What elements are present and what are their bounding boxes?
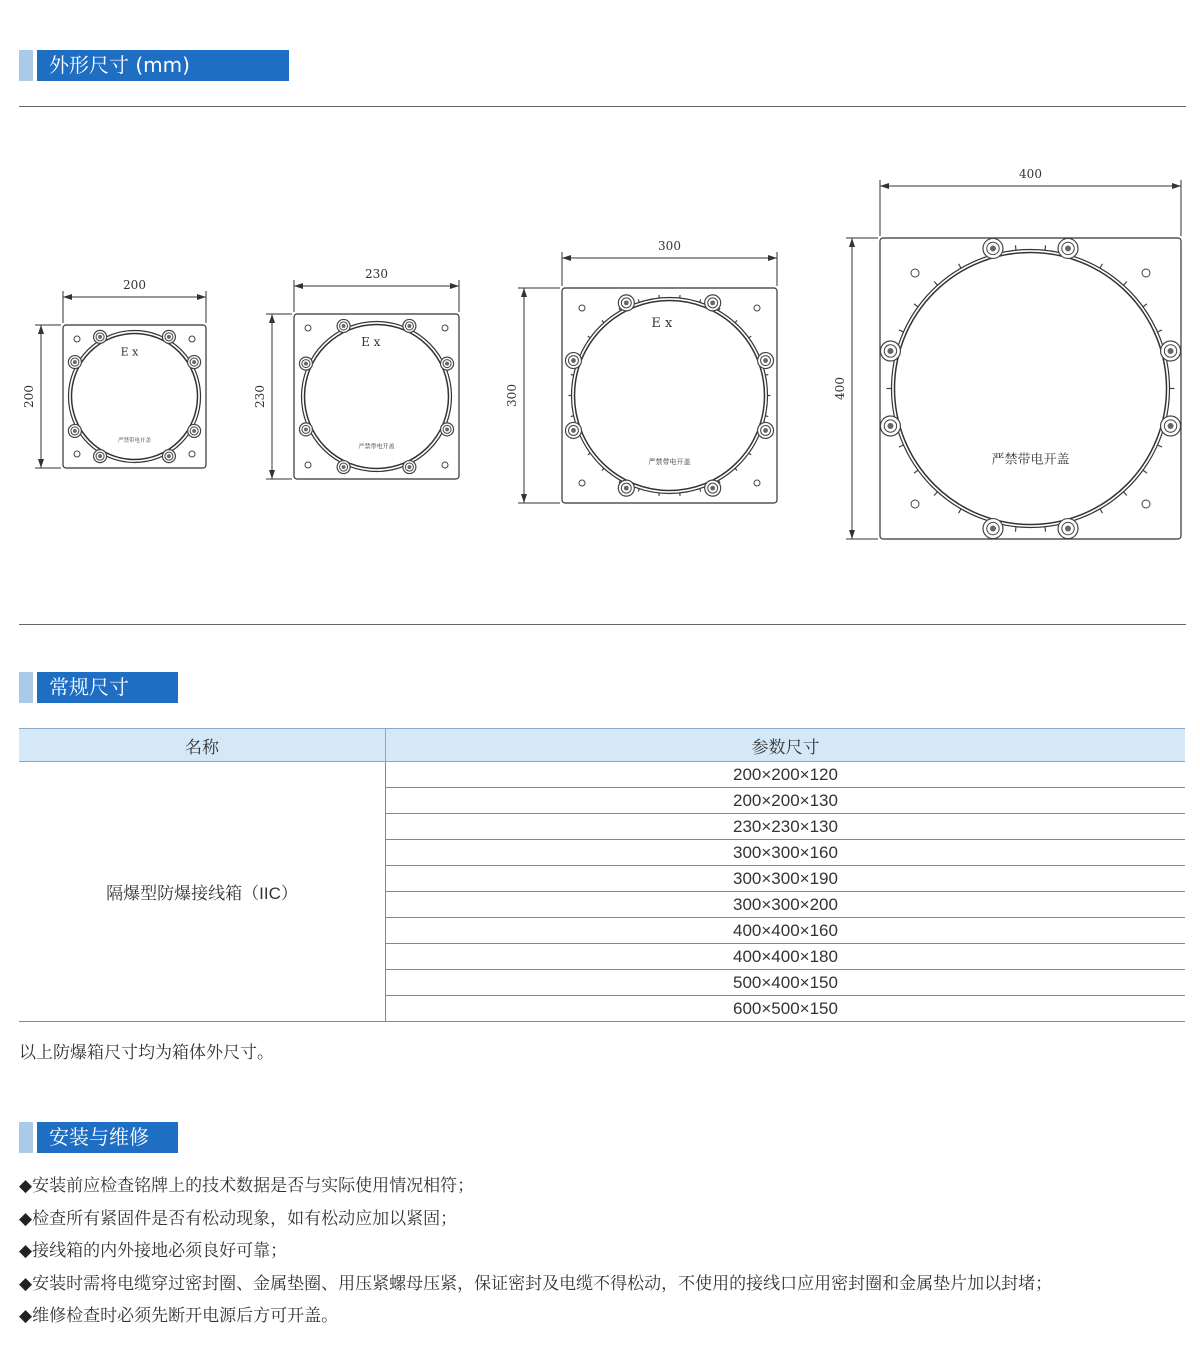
dimension-arrow-icon: [562, 255, 571, 261]
section-header-standard: [19, 672, 178, 703]
mounting-hole-icon: [1142, 500, 1150, 508]
height-dimension-label: 200: [22, 385, 36, 408]
dimension-arrow-icon: [294, 283, 303, 289]
size-table: [19, 728, 1185, 1022]
install-step: [19, 1300, 1052, 1333]
size-cell: 200×200×120: [386, 762, 1186, 788]
mounting-hole-icon: [911, 500, 919, 508]
width-dimension-label: 400: [1019, 167, 1042, 181]
mounting-hole-icon: [911, 269, 919, 277]
diamond-bullet-icon: ◆: [19, 1241, 33, 1261]
dimension-arrow-icon: [1172, 183, 1181, 189]
warning-label: 严禁带电开盖: [117, 437, 152, 444]
size-cell: 600×500×150: [386, 996, 1186, 1022]
dimension-arrow-icon: [521, 288, 527, 297]
divider: [19, 624, 1186, 625]
install-step: [19, 1203, 1052, 1236]
warning-label: 严禁带电开盖: [358, 443, 395, 451]
mounting-hole-icon: [754, 480, 760, 486]
install-step: [19, 1170, 1052, 1203]
install-step-text: 接线箱的内外接地必须良好可靠；: [32, 1241, 288, 1261]
table-row: [19, 762, 1185, 788]
dimension-arrow-icon: [38, 459, 44, 468]
dimension-arrow-icon: [63, 294, 72, 300]
size-cell: 500×400×150: [386, 970, 1186, 996]
mounting-hole-icon: [74, 336, 80, 342]
dimension-drawings: [0, 150, 1200, 560]
section-header-dimensions: [19, 50, 289, 81]
mounting-hole-icon: [189, 336, 195, 342]
diamond-bullet-icon: ◆: [19, 1208, 33, 1229]
dimension-arrow-icon: [849, 530, 855, 539]
section-title-dimensions: 外形尺寸 (mm): [37, 50, 289, 81]
size-cell: 200×200×130: [386, 788, 1186, 814]
height-dimension-label: 230: [253, 385, 267, 408]
mounting-hole-icon: [442, 462, 448, 468]
mounting-hole-icon: [189, 451, 195, 457]
dimension-arrow-icon: [38, 325, 44, 334]
mounting-hole-icon: [754, 305, 760, 311]
install-step: [19, 1268, 1052, 1301]
mounting-hole-icon: [305, 325, 311, 331]
width-dimension-label: 200: [123, 278, 146, 292]
mounting-hole-icon: [74, 451, 80, 457]
dimension-arrow-icon: [197, 294, 206, 300]
size-cell: 300×300×200: [386, 892, 1186, 918]
ex-mark-label: E x: [651, 316, 673, 332]
install-step-text: 安装时需将电缆穿过密封圈、金属垫圈、用压紧螺母压紧，保证密封及电缆不得松动，不使用的接线口应用密封圈和金属垫片加以封堵；: [32, 1273, 1053, 1294]
width-dimension-label: 300: [658, 239, 681, 253]
dimension-arrow-icon: [269, 314, 275, 323]
diamond-bullet-icon: ◆: [19, 1306, 33, 1326]
dimension-arrow-icon: [880, 183, 889, 189]
diamond-bullet-icon: ◆: [19, 1176, 33, 1196]
height-dimension-label: 300: [505, 384, 519, 407]
install-step: [19, 1235, 1052, 1268]
column-header-size: 参数尺寸: [386, 729, 1186, 762]
diamond-bullet-icon: ◆: [19, 1273, 33, 1294]
size-note: 以上防爆箱尺寸均为箱体外尺寸。: [19, 1043, 274, 1063]
column-header-name: 名称: [19, 729, 386, 762]
warning-label: 严禁带电开盖: [648, 457, 691, 466]
section-title-install: 安装与维修: [37, 1122, 178, 1153]
install-steps-list: [19, 1170, 1052, 1333]
width-dimension-label: 230: [365, 267, 388, 281]
size-cell: 400×400×180: [386, 944, 1186, 970]
install-step-text: 安装前应检查铭牌上的技术数据是否与实际使用情况相符；: [32, 1176, 475, 1196]
size-cell: 230×230×130: [386, 814, 1186, 840]
size-cell: 300×300×190: [386, 866, 1186, 892]
mounting-hole-icon: [579, 305, 585, 311]
dimension-arrow-icon: [450, 283, 459, 289]
install-step-text: 检查所有紧固件是否有松动现象，如有松动应加以紧固；: [32, 1208, 458, 1229]
dimension-arrow-icon: [849, 238, 855, 247]
size-cell: 300×300×160: [386, 840, 1186, 866]
mounting-hole-icon: [1142, 269, 1150, 277]
ex-mark-label: E x: [361, 335, 381, 350]
height-dimension-label: 400: [833, 377, 847, 400]
dimension-arrow-icon: [269, 470, 275, 479]
mounting-hole-icon: [442, 325, 448, 331]
dimension-arrow-icon: [768, 255, 777, 261]
warning-label: 严禁带电开盖: [991, 452, 1070, 468]
install-step-text: 维修检查时必须先断开电源后方可开盖。: [32, 1306, 339, 1326]
divider: [19, 106, 1186, 107]
section-header-install: [19, 1122, 178, 1153]
product-name-cell: 隔爆型防爆接线箱（IIC）: [19, 762, 386, 1022]
dimension-arrow-icon: [521, 494, 527, 503]
size-cell: 400×400×160: [386, 918, 1186, 944]
mounting-hole-icon: [305, 462, 311, 468]
mounting-hole-icon: [579, 480, 585, 486]
cover-circle: [895, 253, 1167, 525]
section-title-standard: 常规尺寸: [37, 672, 178, 703]
table-header-row: [19, 729, 1185, 762]
ex-mark-label: E x: [120, 345, 139, 359]
